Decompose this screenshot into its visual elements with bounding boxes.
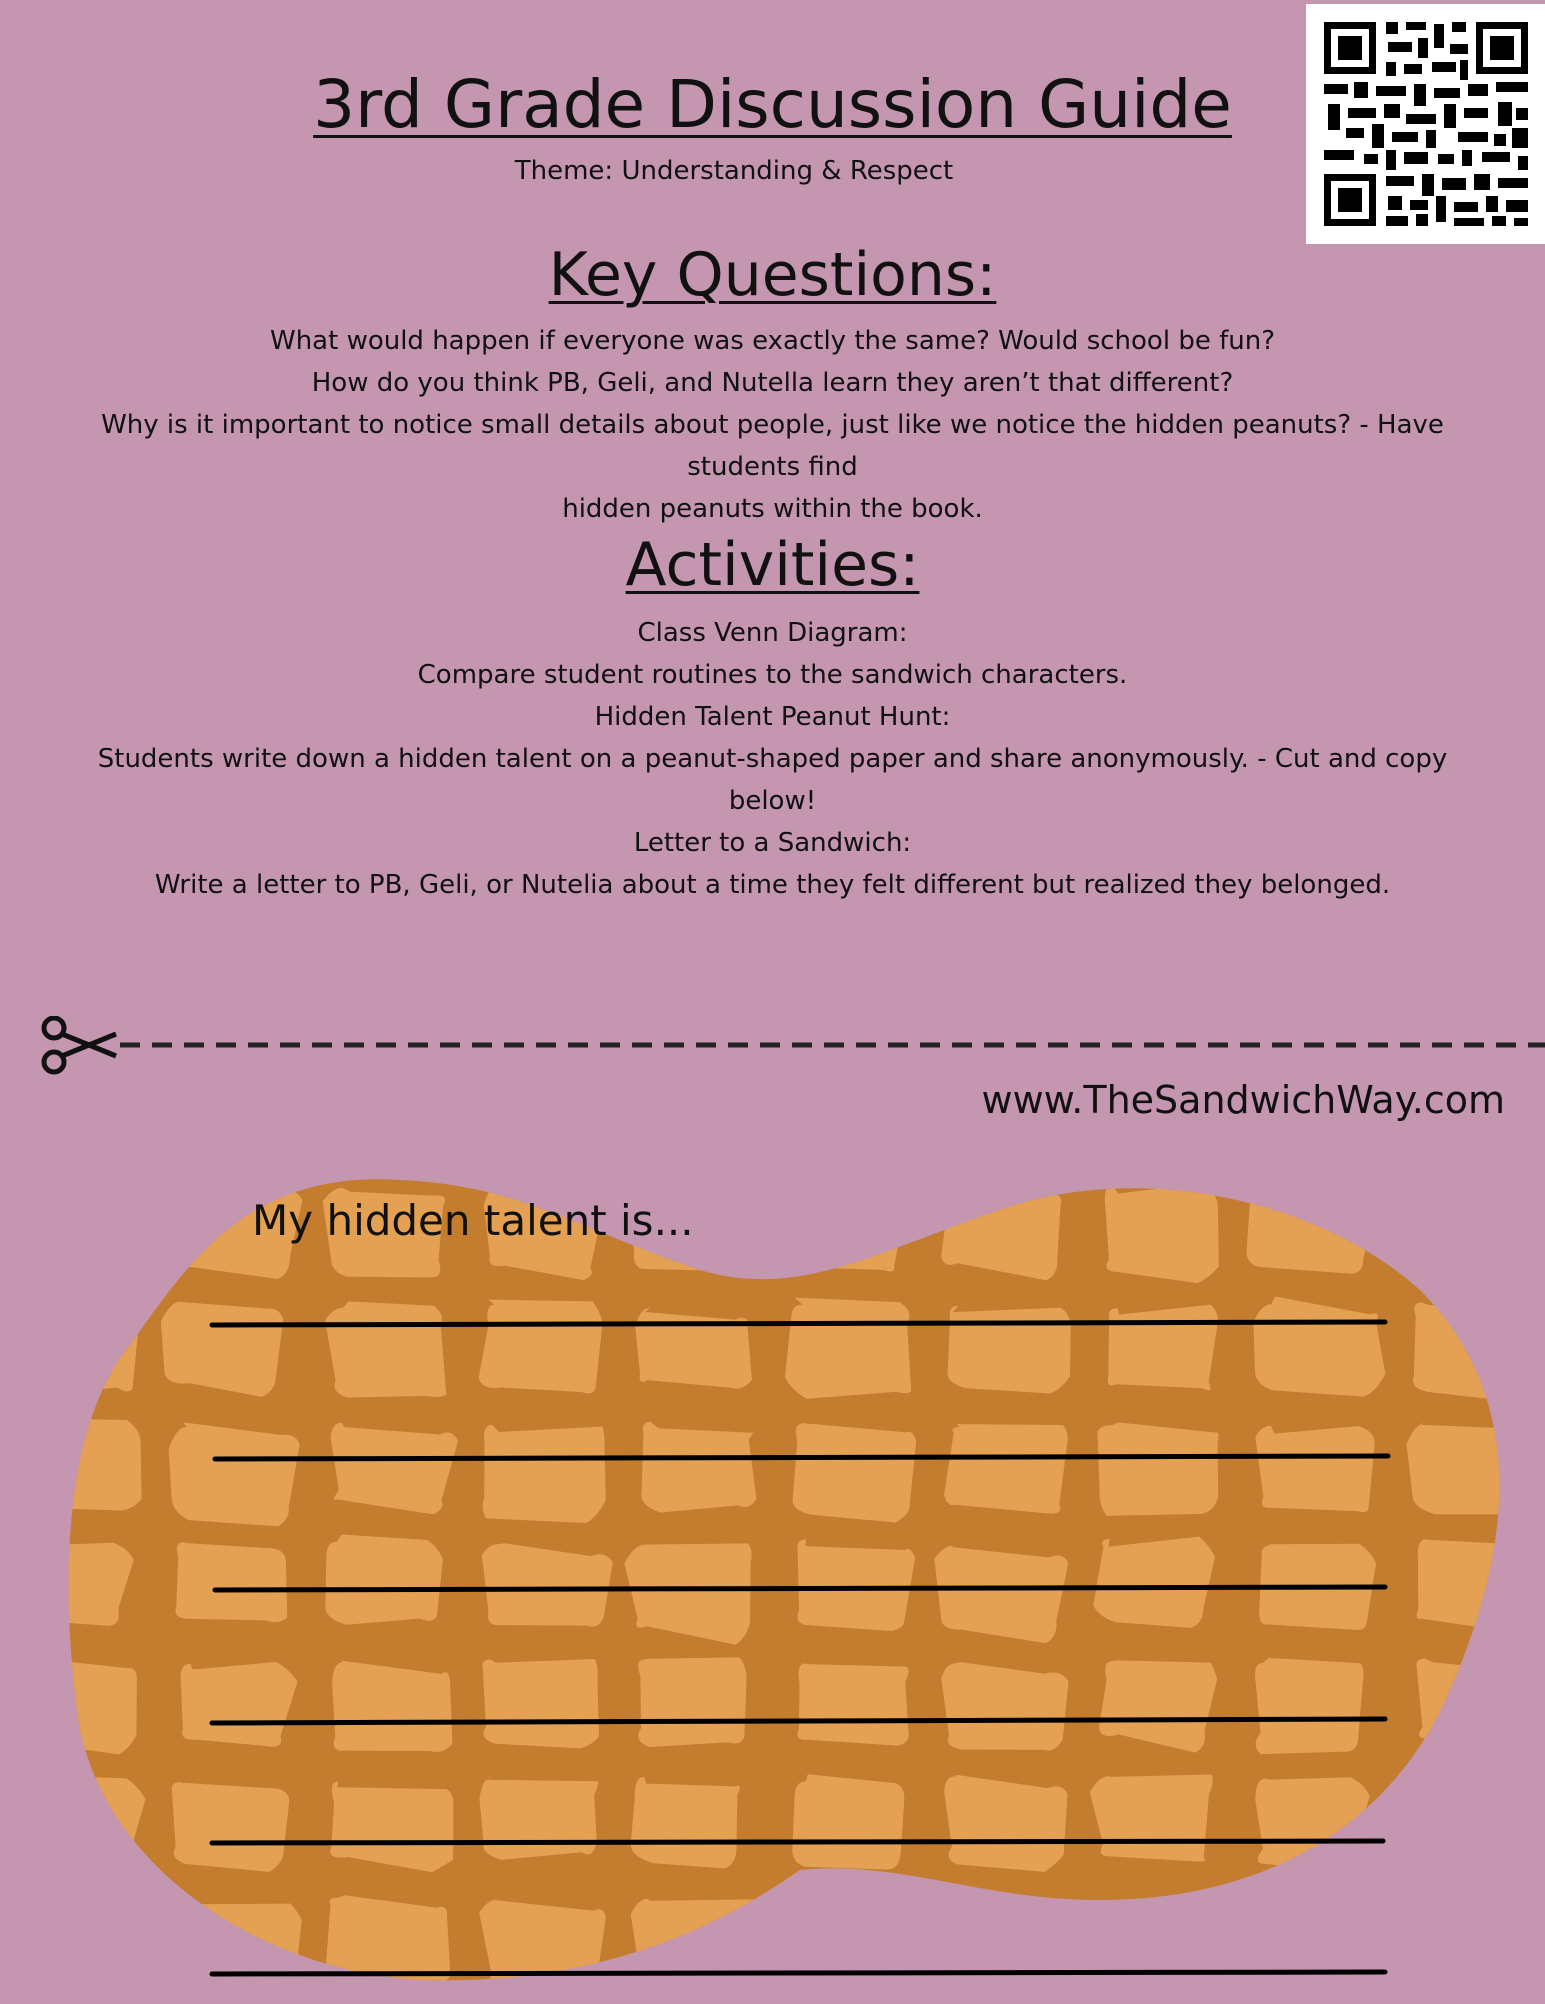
- peanut-cell: [789, 1890, 920, 1984]
- cut-line: [40, 1016, 1545, 1076]
- peanut-cell: [1415, 1185, 1524, 1269]
- peanut-cell: [172, 1782, 290, 1872]
- peanut-cell: [1255, 1777, 1369, 1872]
- peanut-cell: [934, 1546, 1068, 1644]
- peanut-cell: [631, 1777, 740, 1869]
- peanut-cell: [1259, 1544, 1376, 1630]
- question-line: hidden peanuts within the book.: [562, 494, 983, 524]
- peanut-cell: [1255, 1658, 1364, 1754]
- activities-list: [60, 612, 1485, 906]
- peanut-cell: [797, 1540, 915, 1631]
- peanut-cell: [635, 1308, 752, 1389]
- peanut-cell: [172, 1901, 302, 1989]
- activity-line: Write a letter to PB, Geli, or Nutelia about a time they felt different but realized they belonged.: [154, 870, 1391, 900]
- peanut-cell: [792, 1774, 904, 1869]
- peanut-cell: [331, 1423, 458, 1515]
- website-link[interactable]: www.TheSandwichWay.com: [981, 1078, 1505, 1122]
- activity-line: Students write down a hidden talent on a peanut-shaped paper and share anonymously. - Cut and copy below!: [97, 744, 1448, 816]
- peanut-cell: [944, 1424, 1068, 1514]
- peanut-cell: [1108, 1305, 1218, 1391]
- peanut-cell: [1410, 1896, 1522, 1981]
- peanut-cell: [175, 1542, 287, 1622]
- peanut-cell: [1246, 1185, 1376, 1274]
- peanut-cell: [325, 1535, 442, 1625]
- peanut-cell: [18, 1418, 142, 1510]
- peanut-cell: [1255, 1426, 1374, 1512]
- question-line: What would happen if everyone was exactly the same? Would school be fun?: [269, 326, 1275, 356]
- peanut-cell: [1254, 1901, 1376, 1985]
- question-line: Why is it important to notice small details about people, just like we notice the hidden peanuts? - Have students find: [101, 410, 1444, 482]
- peanut-cell: [16, 1302, 139, 1397]
- peanut-cutout: [0, 1170, 1545, 2000]
- activity-line: Hidden Talent Peanut Hunt:: [594, 702, 951, 732]
- peanut-cell: [1416, 1659, 1521, 1753]
- peanut-cell: [797, 1663, 908, 1745]
- peanut-cell: [479, 1300, 603, 1394]
- talent-prompt: My hidden talent is...: [252, 1196, 694, 1245]
- activities-heading: Activities:: [625, 530, 920, 600]
- peanut-cell: [8, 1542, 134, 1626]
- peanut-cell: [11, 1182, 129, 1274]
- key-questions-heading: Key Questions:: [548, 240, 997, 310]
- peanut-cell: [479, 1900, 606, 2000]
- activity-line: Compare student routines to the sandwich characters.: [417, 660, 1128, 690]
- peanut-cell: [1093, 1897, 1214, 1987]
- peanut-cell: [332, 1661, 452, 1752]
- peanut-cell: [479, 1777, 598, 1860]
- peanut-cell: [1413, 1302, 1519, 1401]
- peanut-cell: [161, 1302, 283, 1397]
- peanut-cell: [1405, 1782, 1522, 1874]
- peanut-cell: [14, 1775, 145, 1870]
- peanut-cell: [11, 1658, 137, 1755]
- peanut-cell: [482, 1659, 599, 1748]
- peanut-cell: [638, 1657, 746, 1747]
- peanut-cell: [785, 1298, 911, 1399]
- peanut-cell: [1406, 1423, 1540, 1514]
- peanut-cell: [1417, 1539, 1534, 1632]
- peanut-cell: [482, 1543, 613, 1626]
- activity-line: Letter to a Sandwich:: [633, 828, 912, 858]
- peanut-cell: [1090, 1774, 1213, 1861]
- peanut-cell: [793, 1423, 917, 1522]
- peanut-cell: [1097, 1423, 1218, 1516]
- peanut-cell: [946, 1898, 1070, 1983]
- theme-subtitle: Theme: Understanding & Respect: [514, 156, 954, 186]
- peanut-cell: [941, 1662, 1068, 1750]
- peanut-cell: [1105, 1184, 1219, 1283]
- peanut-cell: [641, 1422, 756, 1513]
- scissors-icon: [44, 1018, 116, 1072]
- question-line: How do you think PB, Geli, and Nutella learn they aren’t that different?: [311, 368, 1234, 398]
- activity-line: Class Venn Diagram:: [637, 618, 908, 648]
- page-title: 3rd Grade Discussion Guide: [313, 66, 1232, 143]
- key-questions-list: [60, 320, 1485, 530]
- peanut-cell: [325, 1301, 446, 1397]
- peanut-cell: [181, 1662, 298, 1747]
- peanut-cell: [326, 1895, 451, 1991]
- peanut-cell: [1093, 1537, 1215, 1628]
- peanut-cell: [169, 1422, 300, 1526]
- peanut-cell: [944, 1775, 1067, 1872]
- peanut-cell: [789, 1184, 906, 1271]
- peanut-cell: [631, 1899, 756, 1979]
- peanut-cell: [948, 1306, 1071, 1394]
- qr-code-icon: [1306, 4, 1545, 244]
- peanut-cell: [14, 1901, 148, 1991]
- peanut-cell: [483, 1425, 606, 1523]
